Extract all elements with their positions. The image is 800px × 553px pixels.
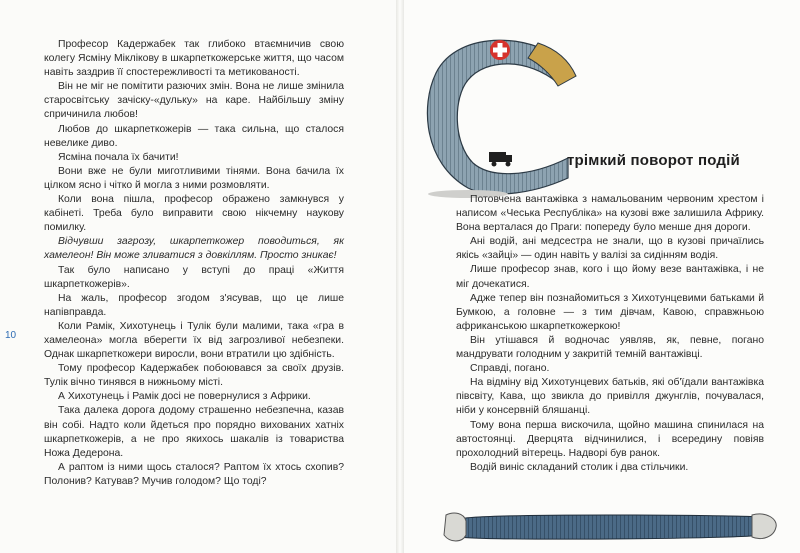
left-paragraph: На жаль, професор згодом з'ясував, що це лише напівправда. <box>44 292 344 318</box>
left-paragraph: Коли вона пішла, професор ображено замкнувся у кабінеті. Треба було виправити свою нікчемну наукову помилку. <box>44 194 344 234</box>
book-gutter <box>396 0 404 553</box>
page-number: 10 <box>5 330 17 341</box>
left-paragraph: Любов до шкарпеткожерів — така сильна, що сталося невелике диво. <box>44 123 344 149</box>
left-paragraph: Коли Рамік, Хихотунець і Тулік були малими, така «гра в хамелеона» могла вберегти їх від загрозливої небезпеки. Однак шкарпеткожери виросли, вони втратили цю здібність. <box>44 320 344 361</box>
left-paragraph: Він не міг не помітити разючих змін. Вона не лише змінила старосвітську зачіску-«дульку» на каре. Найбільшу зміну спричинила любов! <box>44 81 344 121</box>
chapter-title: трімкий поворот подій <box>567 152 740 169</box>
right-paragraph: Лише професор знав, кого і що йому везе вантажівка, і не міг дочекатися. <box>456 264 764 290</box>
left-paragraph: Тому професор Кадержабек побоювався за своїх друзів. Тулік вічно тинявся в нижньому місті. <box>44 363 344 389</box>
sock-letter-c-illustration <box>418 28 578 203</box>
left-paragraph: Професор Кадержабек так глибоко втаємничив свою колегу Ясміну Міклікову в шкарпеткожерське життя, що часом навіть заздрив її спостережливості та метикованості. <box>44 39 344 79</box>
right-text-column <box>456 193 764 475</box>
right-paragraph: На відміну від Хихотунцевих батьків, які об'їдали вантажівка півсвіту, Кава, що звикла до привілля джунглів, почувалася, ніби у консервній бляшанці. <box>456 377 764 417</box>
left-paragraph: Ясміна почала їх бачити! <box>58 151 179 163</box>
left-paragraph: Вони вже не були миготливими тінями. Вона бачила їх цілком ясно і чітко й могла з ними розмовляти. <box>44 165 344 191</box>
right-paragraph: Водій виніс складаний столик і два стільчики. <box>470 461 689 473</box>
left-paragraph: А раптом із ними щось сталося? Раптом їх хтось схопив? Полонив? Катував? Мучив голодом? Що тоді? <box>44 461 344 487</box>
truck-icon <box>488 150 514 168</box>
left-paragraph: Така далека дорога додому страшенно небезпечна, казав він собі. Надто коли йдеться про порядно вихованих хатніх шкарпеткожерів, а не про якихось шакалів із товариства Ножа Дедерона. <box>44 405 344 459</box>
left-paragraph-italic: Відчувши загрозу, шкарпеткожер поводиться, як хамелеон! Він може зливатися з довкіллям. Просто зникає! <box>44 236 344 262</box>
right-paragraph: Ані водій, ані медсестра не знали, що в кузові причаїлись якісь «зайці» — один навіть у валізі за сидінням водія. <box>456 236 764 262</box>
left-paragraph: А Хихотунець і Рамік досі не повернулися з Африки. <box>58 391 311 403</box>
right-paragraph: Адже тепер він познайомиться з Хихотунцевими батьками й Бумкою, а головне — з тим дівчам, Кавою, справжньою африканською шкарпеткожеркою! <box>456 292 764 332</box>
right-paragraph: Потовчена вантажівка з намальованим червоним хрестом і написом «Чеська Республіка» на кузові вже залишила Африку. Вона верталася до Праги: попереду було менше дня дороги. <box>456 194 764 234</box>
striped-sock-illustration <box>440 505 780 549</box>
left-paragraph: Так було написано у вступі до праці «Життя шкарпеткожерів». <box>44 264 344 290</box>
left-text-column <box>44 38 344 489</box>
right-paragraph: Тому вона перша вискочила, щойно машина спинилася на автостоянці. Дверцята відчинилися, і всередину повіяв прохолодний вітерець. Надворі був ранок. <box>456 419 764 459</box>
right-paragraph: Він утішався й водночас уявляв, як, певне, погано мандрувати голодним у закритій темній вантажівці. <box>456 334 764 361</box>
right-paragraph: Справді, погано. <box>470 363 550 375</box>
